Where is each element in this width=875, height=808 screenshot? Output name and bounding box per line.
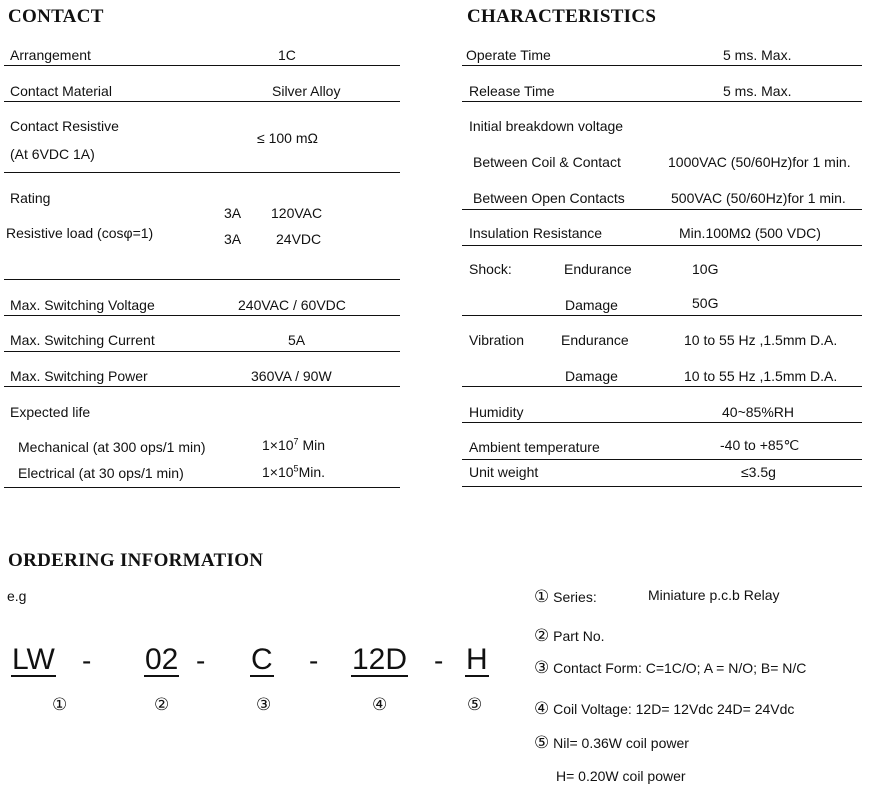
ambient-temperature-value: -40 to +85℃	[720, 437, 800, 453]
legend-coil-voltage: ④ Coil Voltage: 12D= 12Vdc 24D= 24Vdc	[534, 699, 795, 719]
part-code-coil-voltage: 12D	[352, 643, 408, 676]
rating-voltage-2: 24VDC	[276, 231, 322, 247]
row-divider	[462, 245, 862, 246]
arrangement-label: Arrangement	[10, 47, 91, 63]
expected-life-label: Expected life	[10, 404, 91, 420]
open-contacts-label: Between Open Contacts	[473, 190, 625, 206]
rating-current-2: 3A	[224, 231, 242, 247]
part-code-separator: -	[309, 645, 319, 676]
legend-coil-power-h: H= 0.20W coil power	[556, 768, 686, 784]
part-code-contact-form: C	[251, 643, 273, 676]
electrical-life-label: Electrical (at 30 ops/1 min)	[18, 465, 184, 481]
contact-resistive-value: ≤ 100 mΩ	[257, 130, 318, 146]
coil-contact-value: 1000VAC (50/60Hz)for 1 min.	[668, 154, 851, 170]
rating-voltage-1: 120VAC	[271, 205, 323, 221]
marker-5-icon: ⑤	[467, 695, 483, 715]
operate-time-label: Operate Time	[466, 47, 551, 63]
part-code-coil-power: H	[466, 643, 488, 676]
breakdown-voltage-label: Initial breakdown voltage	[469, 118, 624, 134]
shock-endurance-value: 10G	[692, 261, 719, 277]
part-code-separator: -	[434, 645, 444, 676]
shock-endurance-label: Endurance	[564, 261, 632, 277]
marker-2-icon: ②	[534, 626, 550, 646]
marker-4-icon: ④	[372, 695, 388, 715]
row-divider	[462, 459, 862, 460]
vibration-endurance-label: Endurance	[561, 332, 629, 348]
open-contacts-value: 500VAC (50/60Hz)for 1 min.	[671, 190, 846, 206]
contact-resistive-label: Contact Resistive	[10, 118, 119, 134]
marker-3-icon: ③	[534, 658, 550, 678]
switching-voltage-value: 240VAC / 60VDC	[238, 297, 346, 313]
row-divider	[4, 279, 400, 280]
legend-series: ① Series:	[534, 587, 597, 607]
vibration-damage-value: 10 to 55 Hz ,1.5mm D.A.	[684, 368, 838, 384]
row-divider	[4, 101, 400, 102]
part-code-part-no: 02	[145, 643, 179, 676]
marker-5-icon: ⑤	[534, 733, 550, 753]
vibration-endurance-value: 10 to 55 Hz ,1.5mm D.A.	[684, 332, 838, 348]
marker-1-icon: ①	[534, 587, 550, 607]
unit-weight-value: ≤3.5g	[741, 464, 776, 480]
humidity-value: 40~85%RH	[722, 404, 794, 420]
coil-contact-label: Between Coil & Contact	[473, 154, 621, 170]
shock-damage-value: 50G	[692, 295, 719, 311]
ordering-heading: ORDERING INFORMATION	[8, 550, 264, 571]
switching-power-value: 360VA / 90W	[251, 368, 332, 384]
switching-current-value: 5A	[288, 332, 306, 348]
electrical-life-value: $1\times 10^5Min$.	[262, 463, 326, 480]
legend-coil-power: ⑤ Nil= 0.36W coil power	[534, 733, 689, 753]
insulation-value: Min.100MΩ (500 VDC)	[679, 225, 821, 241]
release-time-value: 5 ms. Max.	[723, 83, 792, 99]
row-divider	[462, 101, 862, 102]
row-divider	[4, 172, 400, 173]
row-divider	[462, 486, 862, 487]
contact-material-value: Silver Alloy	[272, 83, 341, 99]
vibration-label: Vibration	[469, 332, 525, 348]
switching-voltage-label: Max. Switching Voltage	[10, 297, 155, 313]
row-divider	[4, 386, 400, 387]
resistive-load-label: Resistive load (cosφ=1)	[6, 225, 154, 241]
row-divider	[462, 65, 862, 66]
row-divider	[462, 209, 862, 210]
row-divider	[4, 487, 400, 488]
legend-contact-form: ③ Contact Form: C=1C/O; A = N/O; B= N/C	[534, 658, 807, 678]
insulation-label: Insulation Resistance	[469, 225, 603, 241]
marker-4-icon: ④	[534, 699, 550, 719]
rating-label: Rating	[10, 190, 51, 206]
shock-label: Shock:	[469, 261, 512, 277]
shock-damage-label: Damage	[565, 297, 618, 313]
row-divider	[4, 351, 400, 352]
marker-3-icon: ③	[256, 695, 272, 715]
legend-part-no: ② Part No.	[534, 626, 605, 646]
mechanical-life-label: Mechanical (at 300 ops/1 min)	[18, 439, 206, 455]
row-divider	[4, 315, 400, 316]
contact-heading: CONTACT	[8, 6, 104, 27]
marker-1-icon: ①	[52, 695, 68, 715]
row-divider	[462, 386, 862, 387]
part-code-separator: -	[196, 645, 206, 676]
operate-time-value: 5 ms. Max.	[723, 47, 792, 63]
mechanical-life-value: $1\times 10^7$ Min	[262, 436, 326, 453]
part-code-series: LW	[12, 643, 55, 676]
example-label: e.g	[7, 588, 27, 604]
release-time-label: Release Time	[469, 83, 555, 99]
arrangement-value: 1C	[278, 47, 296, 63]
legend-series-value: Miniature p.c.b Relay	[648, 587, 780, 603]
switching-power-label: Max. Switching Power	[10, 368, 148, 384]
contact-material-label: Contact Material	[10, 83, 112, 99]
characteristics-heading: CHARACTERISTICS	[467, 6, 657, 27]
vibration-damage-label: Damage	[565, 368, 618, 384]
row-divider	[4, 65, 400, 66]
rating-current-1: 3A	[224, 205, 242, 221]
row-divider	[462, 315, 862, 316]
unit-weight-label: Unit weight	[469, 464, 539, 480]
switching-current-label: Max. Switching Current	[10, 332, 155, 348]
humidity-label: Humidity	[469, 404, 524, 420]
ambient-temperature-label: Ambient temperature	[469, 439, 600, 455]
marker-2-icon: ②	[154, 695, 170, 715]
part-code-separator: -	[82, 645, 92, 676]
contact-resistive-condition: (At 6VDC 1A)	[10, 146, 95, 162]
row-divider	[462, 422, 862, 423]
